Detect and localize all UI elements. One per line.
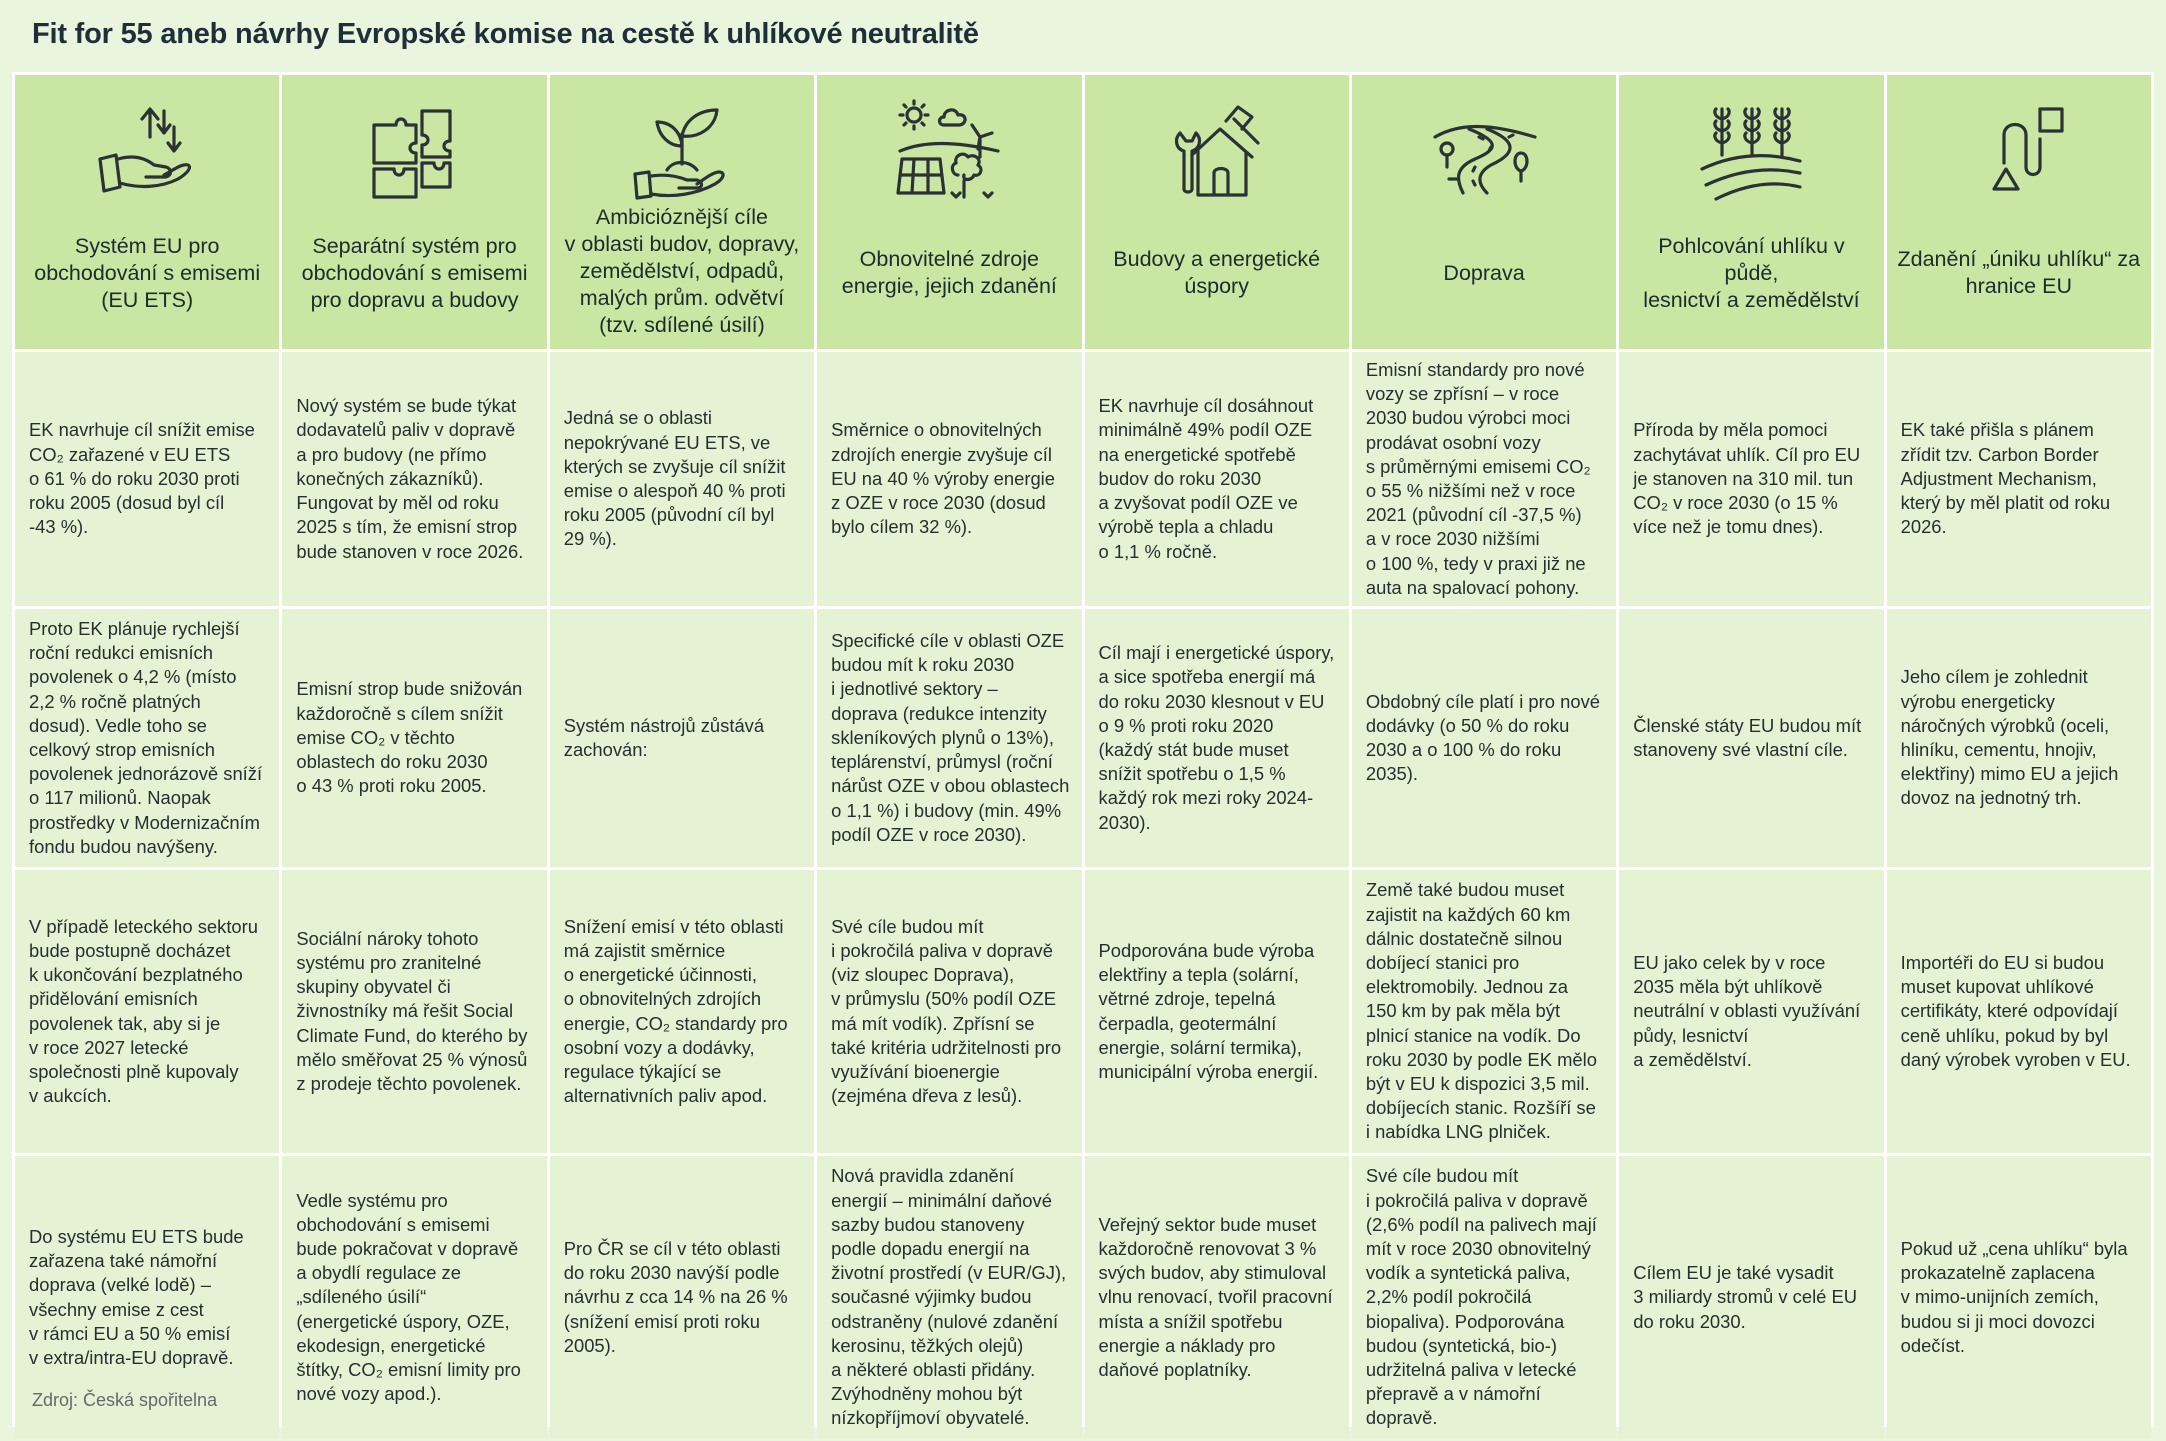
- column-header-label: Separátní systém pro obchodování s emisemi pro dopravu a budovy: [301, 233, 528, 312]
- table-cell: Cíl mají i energetické úspory, a sice spotřeba energií má do roku 2030 klesnout v EU o 9 % proti roku 2020 (každý stát bude muset snížit spotřebu o 1,5 % každý rok mezi roky 2024- 2030).: [1085, 609, 1349, 867]
- puzzle-icon: [360, 89, 470, 207]
- shapes-path-icon: [1964, 89, 2074, 207]
- table-cell: Nová pravidla zdanění energií – minimální daňové sazby budou stanoveny podle dopadu energií na životní prostředí (v EUR/GJ), současné výjimky budou odstraněny (nulové zdanění kerosinu, těžkých olejů) a některé oblasti přidány. Zvýhodněny mohou být nízkopříjmoví obyvatelé.: [817, 1156, 1081, 1439]
- table-cell: Vedle systému pro obchodování s emisemi bude pokračovat v dopravě a obydlí regulace ze „sdíleného úsilí“ (energetické úspory, OZE, ekodesign, energetické štítky, CO₂ emisní limity pro nové vozy apod.).: [282, 1156, 546, 1439]
- column-header-label: Doprava: [1443, 260, 1525, 285]
- table-cell: EK navrhuje cíl dosáhnout minimálně 49% podíl OZE na energetické spotřebě budov do roku 2030 a zvyšovat podíl OZE ve výrobě tepla a chladu o 1,1 % ročně.: [1085, 352, 1349, 606]
- table-cell: Systém nástrojů zůstává zachován:: [550, 609, 814, 867]
- table-cell: Jedná se o oblasti nepokrývané EU ETS, ve kterých se zvyšuje cíl snížit emise o alespoň 40 % proti roku 2005 (původní cíl byl 29 %).: [550, 352, 814, 606]
- table-cell: Směrnice o obnovitelných zdrojích energie zvyšuje cíl EU na 40 % výroby energie z OZE v roce 2030 (dosud bylo cílem 32 %).: [817, 352, 1081, 606]
- column-header-carbon-border: [1887, 75, 2151, 349]
- table-cell: Obdobný cíle platí i pro nové dodávky (o 50 % do roku 2030 a o 100 % do roku 2035).: [1352, 609, 1616, 867]
- table-cell: Podporována bude výroba elektřiny a tepla (solární, větrné zdroje, tepelná čerpadla, geotermální energie, solární termika), municipální výroba energií.: [1085, 870, 1349, 1153]
- road-landscape-icon: [1429, 89, 1539, 207]
- column-header-eu-ets: [15, 75, 279, 349]
- table-cell: Své cíle budou mít i pokročilá paliva v dopravě (viz sloupec Doprava), v průmyslu (50% podíl OZE má mít vodík). Zpřísní se také kritéria udržitelnosti pro využívání bioenergie (zejména dřeva z lesů).: [817, 870, 1081, 1153]
- table-cell: Země také budou muset zajistit na každých 60 km dálnic dostatečně silnou dobíjecí stanici pro elektromobily. Jednou za 150 km by pak měla být plnicí stanice na vodík. Do roku 2030 by podle EK mělo být v EU k dispozici 3,5 mil. dobíjecích stanic. Rozšíří se i nabídka LNG plniček.: [1352, 870, 1616, 1153]
- table-cell: Pokud už „cena uhlíku“ byla prokazatelně zaplacena v mimo-unijních zemích, budou si ji moci dovozci odečíst.: [1887, 1156, 2151, 1439]
- table-cell: Proto EK plánuje rychlejší roční redukci emisních povolenek o 4,2 % (místo 2,2 % ročně platných dosud). Vedle toho se celkový strop emisních povolenek jednorázově sníží o 117 milionů. Naopak prostředky v Modernizačním fondu budou navýšeny.: [15, 609, 279, 867]
- hand-arrows-icon: [92, 89, 202, 207]
- table-cell: EU jako celek by v roce 2035 měla být uhlíkově neutrální v oblasti využívání půdy, lesnictví a zemědělství.: [1619, 870, 1883, 1153]
- column-header-label: Systém EU pro obchodování s emisemi (EU ETS): [34, 233, 261, 312]
- table-cell: Do systému EU ETS bude zařazena také námořní doprava (velké lodě) – všechny emise z cest v rámci EU a 50 % emisí v extra/intra-EU dopravě.: [15, 1156, 279, 1439]
- house-tools-icon: [1162, 89, 1272, 207]
- table-cell: Příroda by měla pomoci zachytávat uhlík. Cíl pro EU je stanoven na 310 mil. tun CO₂ v roce 2030 (o 15 % více než je tomu dnes).: [1619, 352, 1883, 606]
- renewable-energy-icon: [894, 89, 1004, 207]
- table-cell: Emisní strop bude snižován každoročně s cílem snížit emise CO₂ v těchto oblastech do roku 2030 o 43 % proti roku 2005.: [282, 609, 546, 867]
- table-cell: Jeho cílem je zohlednit výrobu energeticky náročných výrobků (oceli, hliníku, cementu, hnojiv, elektřiny) mimo EU a jejich dovoz na jednotný trh.: [1887, 609, 2151, 867]
- source-note: Zdroj: Česká spořitelna: [32, 1390, 218, 1410]
- column-header-buildings: [1085, 75, 1349, 349]
- field-plants-icon: [1696, 89, 1806, 207]
- table-cell: EK navrhuje cíl snížit emise CO₂ zařazené v EU ETS o 61 % do roku 2030 proti roku 2005 (dosud byl cíl -43 %).: [15, 352, 279, 606]
- page-title: Fit for 55 aneb návrhy Evropské komise na cestě k uhlíkové neutralitě: [32, 18, 979, 50]
- table-cell: Cílem EU je také vysadit 3 miliardy stromů v celé EU do roku 2030.: [1619, 1156, 1883, 1439]
- hand-plant-icon: [627, 89, 737, 204]
- table-cell: Pro ČR se cíl v této oblasti do roku 2030 navýší podle návrhu z cca 14 % na 26 % (snížení emisí proti roku 2005).: [550, 1156, 814, 1439]
- column-header-label: Obnovitelné zdroje energie, jejich zdanění: [841, 247, 1057, 298]
- table-cell: Své cíle budou mít i pokročilá paliva v dopravě (2,6% podíl na palivech mají mít v roce 2030 obnovitelný vodík a syntetická paliva, 2,2% podíl pokročilá biopaliva). Podporována budou (syntetická, bio-) udržitelná paliva v letecké přepravě a v námořní dopravě.: [1352, 1156, 1616, 1439]
- table-cell: Nový systém se bude týkat dodavatelů paliv v dopravě a pro budovy (ne přímo konečných zákazníků). Fungovat by měl od roku 2025 s tím, že emisní strop bude stanoven v roce 2026.: [282, 352, 546, 606]
- column-header-renewables: [817, 75, 1081, 349]
- table-cell: Členské státy EU budou mít stanoveny své vlastní cíle.: [1619, 609, 1883, 867]
- table-cell: Snížení emisí v této oblasti má zajistit směrnice o energetické účinnosti, o obnovitelných zdrojích energie, CO₂ standardy pro osobní vozy a dodávky, regulace týkající se alternativních paliv apod.: [550, 870, 814, 1153]
- table-cell: Sociální nároky tohoto systému pro zranitelné skupiny obyvatel či živnostníky má řešit Social Climate Fund, do kterého by mělo směřovat 25 % výnosů z prodeje těchto povolenek.: [282, 870, 546, 1153]
- column-header-label: Budovy a energetické úspory: [1113, 247, 1321, 298]
- column-header-carbon-sink: [1619, 75, 1883, 349]
- table-cell: EK také přišla s plánem zřídit tzv. Carbon Border Adjustment Mechanism, který by měl platit od roku 2026.: [1887, 352, 2151, 606]
- column-header-label: Pohlcování uhlíku v půdě, lesnictví a zemědělství: [1643, 233, 1860, 312]
- column-header-separate-ets: [282, 75, 546, 349]
- column-header-label: Ambicióznější cíle v oblasti budov, dopravy, zemědělství, odpadů, malých prům. odvětví (tzv. sdílené úsilí): [564, 205, 800, 337]
- table-cell: V případě leteckého sektoru bude postupně docházet k ukončování bezplatného přidělování emisních povolenek tak, aby si je v roce 2027 letecké společnosti plně kupovaly v aukcích.: [15, 870, 279, 1153]
- table-cell: Emisní standardy pro nové vozy se zpřísní – v roce 2030 budou výrobci moci prodávat osobní vozy s průměrnými emisemi CO₂ o 55 % nižšími než v roce 2021 (původní cíl -37,5 %) a v roce 2030 nižšími o 100 %, tedy v praxi již ne auta na spalovací pohony.: [1352, 352, 1616, 606]
- column-header-label: Zdanění „úniku uhlíku“ za hranice EU: [1897, 247, 2141, 298]
- column-header-shared-effort: [550, 75, 814, 349]
- table-cell: Importéři do EU si budou muset kupovat uhlíkové certifikáty, které odpovídají ceně uhlíku, pokud by byl daný výrobek vyroben v EU.: [1887, 870, 2151, 1153]
- table-cell: Veřejný sektor bude muset každoročně renovovat 3 % svých budov, aby stimuloval vlnu renovací, tvořil pracovní místa a snížil spotřebu energie a náklady pro daňové poplatníky.: [1085, 1156, 1349, 1439]
- table-cell: Specifické cíle v oblasti OZE budou mít k roku 2030 i jednotlivé sektory – doprava (redukce intenzity skleníkových plynů o 13%), teplárenství, průmysl (roční nárůst OZE v obou oblastech o 1,1 %) i budovy (min. 49% podíl OZE v roce 2030).: [817, 609, 1081, 867]
- column-header-transport: [1352, 75, 1616, 349]
- fit-for-55-table: [12, 72, 2154, 1427]
